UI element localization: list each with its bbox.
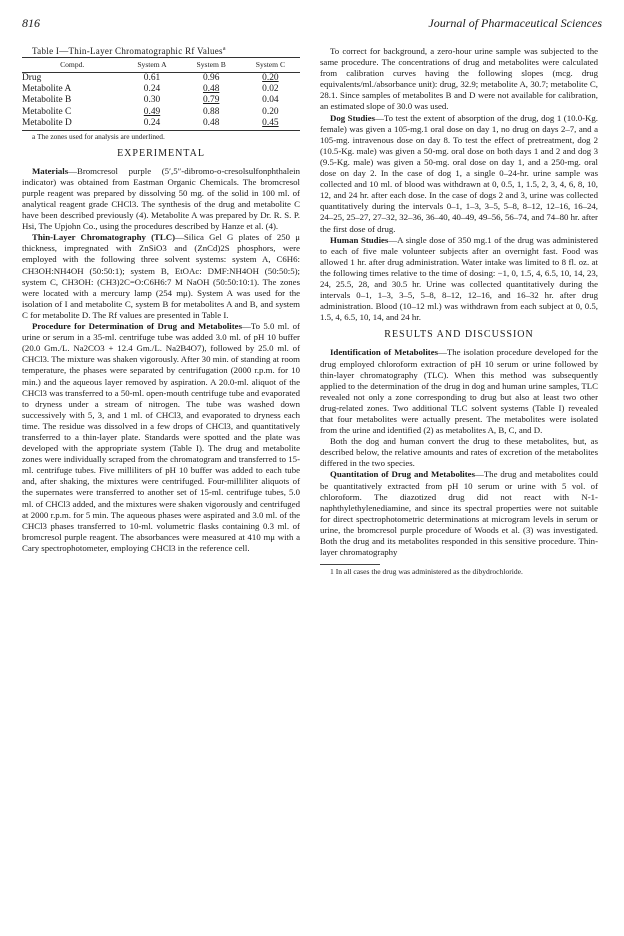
run-in-head: Human Studies [330, 234, 389, 245]
column-header: System A [137, 60, 167, 70]
table-row: Drug 0.61 0.96 0.20 [22, 72, 279, 83]
human-studies-paragraph: Human Studies—A single dose of 350 mg.1 of the drug was administered to each of five male volunteer subjects after an overnight fast. Food was allowed 1 hr. after drug administration. Water intake was limited to 8 fl. oz. at the following times relative to the time of dosing: −1, 0, 1.5, 4, 6.5, 10, 14, 23, 24, 25.5, 28, and 30.5 hr. Urine was collected quantitatively during the intervals 0–1, 1–3, 3–5, 5–8, 8–12, 12–16, and 16–32 hr. after drug administration. Blood (10–12 ml.) was withdrawn from each subject at 0, 0.5, 1.5, 4, 6.5, 10, 14, and 24 hr. [320, 234, 598, 323]
both-species-paragraph: Both the dog and human convert the drug to these metabolites, but, as described below, the relative amounts and rates of excretion of the metabolites differed in the two species. [320, 436, 598, 469]
column-header: System B [196, 60, 226, 70]
materials-paragraph: Materials—Bromcresol purple (5′,5″-dibromo-o-cresolsulfonphthalein indicator) was obtained from Eastman Organic Chemicals. The bromcresol purple reagent was prepared by dissolving 50 mg. of the solid in 100 ml. of analytical reagent grade CHCl3. The synthesis of the drug and metabolite C have been described previously (4). Metabolite A was prepared by Dr. R. S. P. Hsi, The Upjohn Co., using the procedures described by Hanze et al. (4). [22, 165, 300, 232]
procedure-paragraph: Procedure for Determination of Drug and Metabolites—To 5.0 ml. of urine or serum in a 35-ml. centrifuge tube was added 3.0 ml. of pH 10 buffer (20.0 Gm./L. Na2CO3 + 12.4 Gm./L. Na2B4O7), followed by 25.0 ml. of CHCl3. The mixture was shaken vigorously. After 30 min. of standing at room temperature, the phases were separated by centrifugation (2000 r.p.m. for 10 min.) and the aqueous layer removed by aspiration. A 20.0-ml. aliquot of the CHCl3 was transferred to a 50-ml. open-mouth centrifuge tube and evaporated to dryness under a stream of nitrogen. The tube was washed down successively with 5, 3, and 1 ml. of CHCl3, and evaporated to dryness each time. The residue was dissolved in a few drops of CHCl3, and quantitatively transferred to a thin-layer plate. Standards were spotted and the plate was developed with the appropriate system (Table I). The drug and metabolite zones were individually scraped from the chromatogram and transferred to 15-ml. centrifuge tubes. Five milliliters of pH 10 buffer was added to each tube and, after shaking, the mixtures were centrifuged. Four-milliliter aliquots of the supernates were transferred to another set of 15-ml. centrifuge tubes, 5.0 ml. of CHCl3 added, and the mixtures were shaken vigorously and centrifuged at 2000 r.p.m. for 5 min. The aqueous phases were aspirated and 3.0 ml. of the CHCl3 phases transferred to 10-ml. volumetric flasks containing 0.3 ml. of bromcresol purple reagent. The absorbances were measured at 410 mμ with a Cary spectrophotometer, employing CHCl3 in the reference cell. [22, 321, 300, 553]
run-in-head: Thin-Layer Chromatography (TLC) [32, 232, 176, 243]
table-row: Metabolite D 0.24 0.48 0.45 [22, 118, 300, 130]
run-in-head: Procedure for Determination of Drug and Metabolites [32, 321, 243, 332]
run-in-head: Quantitation of Drug and Metabolites [330, 469, 476, 480]
table-title: Table I—Thin-Layer Chromatographic Rf Values$^a$ [32, 46, 226, 56]
column-header: System C [255, 60, 286, 70]
footnote-rule [320, 564, 380, 565]
table-row: Metabolite B 0.30 0.79 0.04 [22, 95, 279, 106]
left-column [22, 46, 300, 554]
quantitation-paragraph: Quantitation of Drug and Metabolites—The drug and metabolites could be quantitatively extracted from pH 10 serum or urine with 5 vol. of chloroform. The diazotized drug did not react with N-1-naphthylethylenediamine, and since its spectral properties were not suitable for direct spectrophotometric determinations at microgram levels in serum or urine, the bromcresol purple procedure of Woods et al. (3) was investigated. Both the drug and its metabolites responded in this sensitive procedure. Thin-layer chromatography [320, 469, 598, 558]
table-row: Metabolite A 0.24 0.48 0.02 [22, 83, 279, 94]
table-row: Metabolite C 0.49 0.88 0.20 [22, 106, 279, 117]
right-column [320, 46, 598, 576]
tlc-paragraph: Thin-Layer Chromatography (TLC)—Silica Gel G plates of 250 μ thickness, impregnated with ZnSiO3 and (ZnCd)2S phosphors, were employed with the following three solvent systems: system A, C6H6: CH3OH:NH4OH (50:50:1); system B, EtOAc: DMF:NH4OH (50:50:5); system C, CH3OH: (CH3)2C=O:C6H6:7 M NaOH (50:50:10:1). The zones were located with a mercury lamp (254 mμ). System A was used for the isolation of I and metabolite C, system B for metabolites A and B, and system C for metabolite D. The Rf values are presented in Table I. [22, 232, 301, 320]
run-in-head: Dog Studies [330, 112, 376, 123]
page-footnote: 1 In all cases the drug was administered as the dibydrochloride. [330, 567, 523, 577]
table-footnote: a The zones used for analysis are underlined. [32, 131, 165, 141]
experimental-heading: EXPERIMENTAL [117, 147, 205, 159]
running-header [22, 16, 602, 34]
run-in-head: Identification of Metabolites [330, 347, 439, 358]
rf-values-table [22, 57, 300, 130]
identification-paragraph: Identification of Metabolites—The isolation procedure developed for the drug employed chloroform extraction of pH 10 serum or urine followed by thin-layer chromatography (TLC). When this method was subsequently applied to the determination of the drug in dog and human urine samples, TLC revealed not only a zone corresponding to drug but also at least two other drug-related zones. Two additional TLC solvent systems (Table I) revealed that four metabolites were actually present. The metabolites were isolated from the urine and identified (2) as metabolites A, B, C, and D. [320, 347, 598, 436]
run-in-head: Materials [32, 165, 69, 176]
column-header: Compd. [60, 60, 85, 70]
dog-studies-paragraph: Dog Studies—To test the extent of absorption of the drug, dog 1 (10.0-Kg. female) was given a 105-mg.1 oral dose on day 1, no drug on days 2–7, and a 105-mg. intravenous dose on day 8. To test the effect of pretreatment, dog 2 (10.5-Kg. male) was given a 50-mg. oral dose on both days 1 and 2 and dog 3 (9.5-Kg. male) was given a 50-mg. oral dose on day 1, and a 250-mg. oral dose on day 2. In the case of dog 1, a single 0–24-hr. urine sample was collected and 10 ml. of blood was withdrawn at 0, 0.5, 1, 1.5, 2, 3, 4, 6, 8, 10, 12, and 24 hr. after each dose. In the case of dogs 2 and 3, urine was collected quantitatively during the intervals 0–1, 1–3, 3–5, 5–8, 8–12, 12–16, 16–24, 24–25, 25–27, 27–32, 32–36, 36–40, 40–49, 49–56, 56–74, and 74–80 hr. after the first dose of drug. [320, 112, 598, 234]
journal-name: Journal of Pharmaceutical Sciences [428, 16, 602, 30]
correction-paragraph: To correct for background, a zero-hour urine sample was subjected to the same procedure. The concentrations of drug and metabolites were calculated from calibration curves having the following slopes (mcg. drug equivalents/ml./absorbance unit): drug, 32.9; metabolite A, 30.7; metabolite C, 28.1. Since samples of metabolites B and D were not available for calibration, an estimated slope of 30.0 was used. [320, 46, 598, 112]
results-heading: RESULTS AND DISCUSSION [384, 329, 534, 341]
page-number: 816 [22, 16, 40, 30]
